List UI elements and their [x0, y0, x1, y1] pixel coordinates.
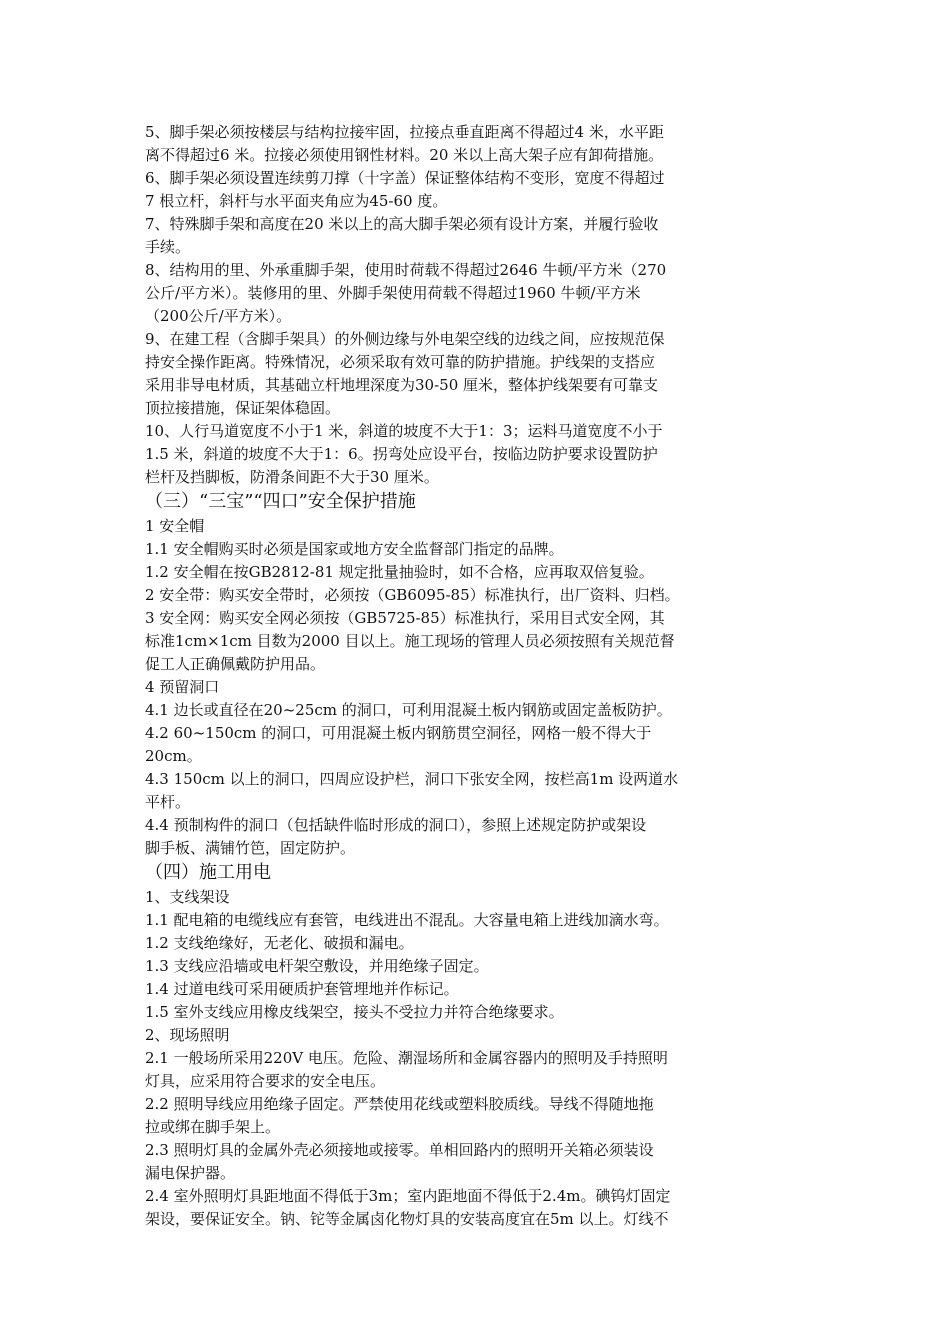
text-line: 7、特殊脚手架和高度在20 米以上的高大脚手架必须有设计方案，并履行验收: [145, 215, 659, 233]
text-line: 灯具，应采用符合要求的安全电压。: [145, 1072, 386, 1090]
text-line: 3 安全网：购买安全网必须按（GB5725-85）标准执行，采用目式安全网，其: [145, 609, 665, 627]
text-line: 2.4 室外照明灯具距地面不得低于3m；室内距地面不得低于2.4m。碘钨灯固定: [145, 1187, 671, 1205]
text-line: 持安全操作距离。特殊情况，必须采取有效可靠的防护措施。护线架的支搭应: [145, 353, 656, 371]
text-line: 顶拉接措施，保证架体稳固。: [145, 399, 341, 417]
text-line: 拉或绑在脚手架上。: [145, 1118, 281, 1136]
text-line: 4 预留洞口: [145, 678, 220, 696]
text-line: 7 根立杆，斜杆与水平面夹角应为45-60 度。: [145, 192, 448, 210]
text-line: 4.4 预制构件的洞口（包括缺件临时形成的洞口），参照上述规定防护或架设: [145, 816, 647, 834]
text-line: （200公斤/平方米）。: [145, 307, 292, 325]
text-line: 2.3 照明灯具的金属外壳必须接地或接零。单相回路内的照明开关箱必须装设: [145, 1141, 654, 1159]
text-line: 4.1 边长或直径在20~25cm 的洞口，可利用混凝土板内钢筋或固定盖板防护。: [145, 701, 672, 719]
text-line: 2 安全带：购买安全带时，必须按（GB6095-85）标准执行，出厂资料、归档。: [145, 586, 680, 604]
text-line: 1.2 安全帽在按GB2812-81 规定批量抽验时，如不合格，应再取双倍复验。: [145, 563, 654, 581]
text-line: 离不得超过6 米。拉接必须使用钢性材料。20 米以上高大架子应有卸荷措施。: [145, 146, 664, 164]
text-line: 9、在建工程（含脚手架具）的外侧边缘与外电架空线的边线之间，应按规范保: [145, 330, 665, 348]
text-line: 2.1 一般场所采用220V 电压。危险、潮湿场所和金属容器内的照明及手持照明: [145, 1049, 668, 1067]
text-line: 2、现场照明: [145, 1026, 230, 1044]
text-line: 6、脚手架必须设置连续剪刀撑（十字盖）保证整体结构不变形，宽度不得超过: [145, 169, 665, 187]
text-line: 1.2 支线绝缘好，无老化、破损和漏电。: [145, 934, 414, 952]
text-line: 漏电保护器。: [145, 1164, 236, 1182]
text-line: 1.1 安全帽购买时必须是国家或地方安全监督部门指定的品牌。: [145, 540, 564, 558]
text-line: 4.2 60~150cm 的洞口，可用混凝土板内钢筋贯空洞径，网格一般不得大于: [145, 724, 652, 742]
text-line: 1.5 米，斜道的坡度不大于1：6。拐弯处应设平台，按临边防护要求设置防护: [145, 445, 658, 463]
text-line: 平杆。: [145, 793, 191, 811]
text-line: 标准1cm×1cm 目数为2000 目以上。施工现场的管理人员必须按照有关规范督: [145, 632, 675, 650]
text-line: 1.4 过道电线可采用硬质护套管埋地并作标记。: [145, 980, 459, 998]
text-line: 架设，要保证安全。钠、铊等金属卤化物灯具的安装高度宜在5m 以上。灯线不: [145, 1210, 669, 1228]
text-line: 脚手板、满铺竹笆，固定防护。: [145, 839, 356, 857]
text-line: 1.5 室外支线应用橡皮线架空，接头不受拉力并符合绝缘要求。: [145, 1003, 564, 1021]
text-line: 4.3 150cm 以上的洞口，四周应设护栏，洞口下张安全网，按栏高1m 设两道水: [145, 770, 679, 788]
text-line: 公斤/平方米）。装修用的里、外脚手架使用荷载不得超过1960 牛顿/平方米: [145, 284, 641, 302]
text-line: 10、人行马道宽度不小于1 米，斜道的坡度不大于1：3；运料马道宽度不小于: [145, 422, 663, 440]
text-line: 2.2 照明导线应用绝缘子固定。严禁使用花线或塑料胶质线。导线不得随地拖: [145, 1095, 654, 1113]
section-heading: （三）“三宝”“四口”安全保护措施: [145, 491, 416, 512]
text-line: 20cm。: [145, 747, 202, 765]
text-line: 1 安全帽: [145, 517, 205, 535]
text-line: 1、支线架设: [145, 888, 230, 906]
section-heading: （四）施工用电: [145, 862, 271, 883]
text-line: 栏杆及挡脚板，防滑条间距不大于30 厘米。: [145, 468, 439, 486]
text-line: 1.1 配电箱的电缆线应有套管，电线进出不混乱。大容量电箱上进线加滴水弯。: [145, 911, 669, 929]
text-line: 1.3 支线应沿墙或电杆架空敷设，并用绝缘子固定。: [145, 957, 489, 975]
text-line: 8、结构用的里、外承重脚手架，使用时荷载不得超过2646 牛顿/平方米（270: [145, 261, 667, 279]
document-page: [145, 121, 810, 1231]
text-line: 5、脚手架必须按楼层与结构拉接牢固，拉接点垂直距离不得超过4 米，水平距: [145, 123, 664, 141]
text-line: 手续。: [145, 238, 191, 256]
text-line: 采用非导电材质，其基础立杆地埋深度为30-50 厘米，整体护线架要有可靠支: [145, 376, 659, 394]
text-line: 促工人正确佩戴防护用品。: [145, 655, 326, 673]
